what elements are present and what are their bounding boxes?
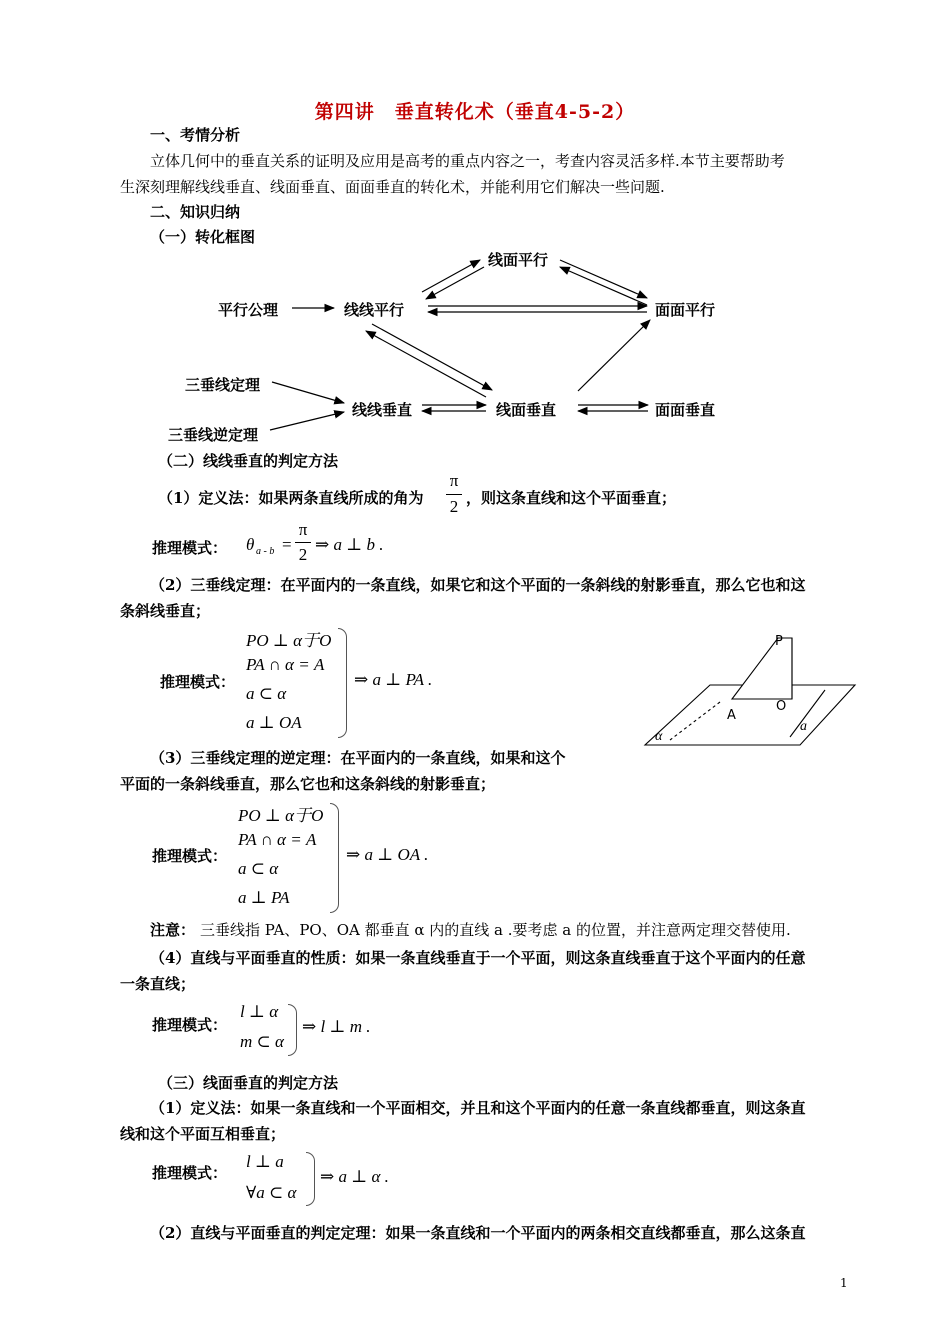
subsection-line-plane-perp: （三）线面垂直的判定方法 (158, 1074, 339, 1092)
node-three-perp-inverse: 三垂线逆定理 (168, 426, 259, 444)
item3-brace (330, 803, 339, 913)
item4-conclusion: ⇒ l ⊥ m . (302, 1017, 371, 1036)
item4-brace (288, 1004, 297, 1056)
item1-eq: = (282, 535, 292, 554)
item3-cond-3: a ⊂ α (238, 859, 279, 878)
item2-cond-3: a ⊂ α (246, 684, 287, 703)
item2-mode-label: 推理模式： (160, 673, 236, 691)
line-a (790, 690, 825, 737)
page-number: 1 (840, 1276, 848, 1290)
arrow-lp-to-ll (426, 267, 484, 299)
figure-label-O: O (776, 699, 787, 714)
node-line-plane-parallel: 线面平行 (488, 251, 549, 269)
item1-formula-den: 2 (298, 545, 308, 564)
item3-cond-2: PA ∩ α = A (238, 830, 317, 849)
arrow-ll-to-lp (422, 260, 480, 292)
item4-cond-1: l ⊥ α (240, 1002, 279, 1021)
figure-label-alpha: α (655, 729, 663, 744)
item1-theta: θ (246, 535, 255, 554)
figure-label-P: P (775, 634, 783, 649)
item2-cond-2: PA ∩ α = A (246, 655, 325, 674)
subsection-line-line-perp: （二）线线垂直的判定方法 (158, 452, 339, 470)
item3-cond-1: PO ⊥ α于O (238, 806, 324, 825)
item5-line2: 线和这个平面互相垂直； (120, 1125, 286, 1143)
triangle-POA (732, 638, 792, 699)
item1-suffix: ，则这条直线和这个平面垂直； (466, 489, 677, 507)
item2-brace (338, 628, 347, 738)
item3-cond-4: a ⊥ PA (238, 888, 290, 907)
three-perp-figure (640, 630, 860, 750)
node-plane-plane-parallel: 面面平行 (655, 301, 716, 319)
arrow-inv-to-llperp (270, 412, 344, 430)
arrow-pp-to-lp (560, 267, 647, 305)
section-heading-knowledge: 二、知识归纳 (150, 203, 241, 221)
item1-formula-bar (295, 542, 311, 543)
item2-line2: 条斜线垂直； (120, 602, 211, 620)
analysis-paragraph-line1: 立体几何中的垂直关系的证明及应用是高考的重点内容之一，考查内容灵活多样.本节主要帮助考 (150, 152, 785, 170)
item4-line1: （4）直线与平面垂直的性质：如果一条直线垂直于一个平面，则这条直线垂直于这个平面内的任意 (150, 949, 806, 967)
item2-cond-1: PO ⊥ α于O (246, 631, 332, 650)
node-line-line-perp: 线线垂直 (352, 401, 413, 419)
analysis-paragraph-line2: 生深刻理解线线垂直、线面垂直、面面垂直的转化术，并能利用它们解决一些问题. (120, 178, 665, 196)
item5-brace (306, 1152, 315, 1206)
note-text: 三垂线指 PA、PO、OA 都垂直 α 内的直线 a .要考虑 a 的位置，并注意两定理交替使用. (200, 921, 791, 939)
arrow-llpar-to-lperp (372, 324, 492, 390)
item5-line1: （1）定义法：如果一条直线和一个平面相交，并且和这个平面内的任意一条直线都垂直，则这条直 (150, 1099, 806, 1117)
item5-cond-1: l ⊥ a (246, 1152, 284, 1171)
arrow-lperp-to-pp (578, 320, 650, 391)
subsection-diagram: （一）转化框图 (150, 228, 256, 246)
node-parallel-axiom: 平行公理 (218, 301, 279, 319)
item2-cond-4: a ⊥ OA (246, 713, 302, 732)
page-title: 第四讲 垂直转化术（垂直4-5-2） (314, 101, 636, 123)
item1-frac-num: π (449, 471, 459, 490)
arrow-thm-to-llperp (272, 382, 344, 403)
item4-line2: 一条直线； (120, 975, 196, 993)
section-heading-analysis: 一、考情分析 (150, 126, 241, 144)
item1-frac-bar (446, 494, 462, 495)
line-dashed (670, 702, 720, 740)
arrow-lperp-to-llpar (366, 331, 486, 397)
node-line-plane-perp: 线面垂直 (496, 401, 557, 419)
item4-mode-label: 推理模式： (152, 1016, 228, 1034)
item5-conclusion: ⇒ a ⊥ α . (320, 1167, 389, 1186)
item3-line2: 平面的一条斜线垂直，那么它也和这条斜线的射影垂直； (120, 775, 496, 793)
figure-label-A: A (727, 708, 736, 723)
item1-frac-den: 2 (449, 497, 459, 516)
conversion-diagram (0, 240, 950, 450)
item3-conclusion: ⇒ a ⊥ OA . (346, 845, 429, 864)
item1-mode-label: 推理模式： (152, 539, 228, 557)
item6-line1: （2）直线与平面垂直的判定定理：如果一条直线和一个平面内的两条相交直线都垂直，那么这条直 (150, 1224, 806, 1242)
node-three-perp-theorem: 三垂线定理 (185, 376, 261, 394)
node-line-line-parallel: 线线平行 (344, 301, 405, 319)
note-label: 注意： (150, 921, 196, 939)
item3-mode-label: 推理模式： (152, 847, 228, 865)
item1-prefix: （1）定义法：如果两条直线所成的角为 (158, 489, 424, 507)
item2-line1: （2）三垂线定理：在平面内的一条直线，如果它和这个平面的一条斜线的射影垂直，那么它也和这 (150, 576, 806, 594)
figure-label-a: a (800, 719, 807, 734)
arrow-lp-to-pp (560, 260, 647, 298)
item2-conclusion: ⇒ a ⊥ PA . (354, 670, 433, 689)
item5-mode-label: 推理模式： (152, 1164, 228, 1182)
node-plane-plane-perp: 面面垂直 (655, 401, 716, 419)
item1-formula-rest: ⇒ a ⊥ b . (315, 535, 384, 554)
item1-formula-num: π (298, 520, 308, 539)
item3-line1: （3）三垂线定理的逆定理：在平面内的一条直线，如果和这个 (150, 749, 566, 767)
item4-cond-2: m ⊂ α (240, 1032, 284, 1051)
item1-theta-sub: a - b (256, 546, 275, 557)
item5-cond-2: ∀a ⊂ α (246, 1183, 297, 1202)
